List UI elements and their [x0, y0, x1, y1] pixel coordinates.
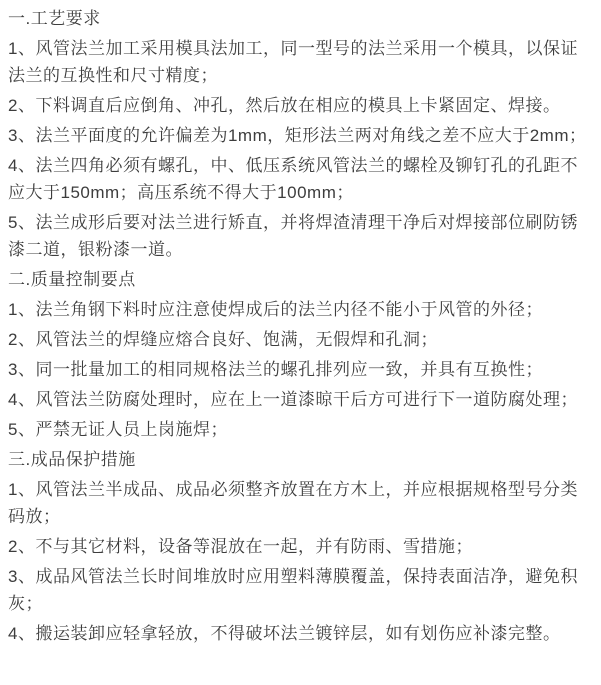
section-heading: 三.成品保护措施 [8, 450, 136, 469]
list-item: 2、下料调直后应倒角、冲孔，然后放在相应的模具上卡紧固定、焊接。 [8, 96, 561, 115]
list-item: 4、风管法兰防腐处理时，应在上一道漆晾干后方可进行下一道防腐处理； [8, 390, 578, 409]
section-heading: 二.质量控制要点 [8, 270, 136, 289]
list-item: 5、严禁无证人员上岗施焊； [8, 420, 228, 439]
section-heading: 一.工艺要求 [8, 9, 101, 28]
list-item: 4、搬运装卸应轻拿轻放，不得破坏法兰镀锌层，如有划伤应补漆完整。 [8, 624, 561, 643]
section-process-requirements [8, 5, 595, 263]
section-product-protection [8, 446, 595, 647]
list-item: 1、法兰角钢下料时应注意使焊成后的法兰内径不能小于风管的外径； [8, 300, 543, 319]
list-item: 1、风管法兰加工采用模具法加工，同一型号的法兰采用一个模具，以保证法兰的互换性和尺寸精度； [8, 39, 578, 85]
section-quality-control [8, 266, 595, 443]
list-item: 4、法兰四角必须有螺孔，中、低压系统风管法兰的螺栓及铆钉孔的孔距不应大于150mm；高压系统不得大于100mm； [8, 156, 578, 202]
list-item: 2、风管法兰的焊缝应熔合良好、饱满，无假焊和孔洞； [8, 330, 438, 349]
list-item: 3、成品风管法兰长时间堆放时应用塑料薄膜覆盖，保持表面洁净，避免积灰； [8, 567, 578, 613]
list-item: 2、不与其它材料，设备等混放在一起，并有防雨、雪措施； [8, 537, 473, 556]
list-item: 5、法兰成形后要对法兰进行矫直，并将焊渣清理干净后对焊接部位刷防锈漆二道，银粉漆一道。 [8, 213, 578, 259]
list-item: 3、同一批量加工的相同规格法兰的螺孔排列应一致，并具有互换性； [8, 360, 543, 379]
list-item: 1、风管法兰半成品、成品必须整齐放置在方木上，并应根据规格型号分类码放； [8, 480, 578, 526]
list-item: 3、法兰平面度的允许偏差为1mm，矩形法兰两对角线之差不应大于2mm； [8, 126, 587, 145]
